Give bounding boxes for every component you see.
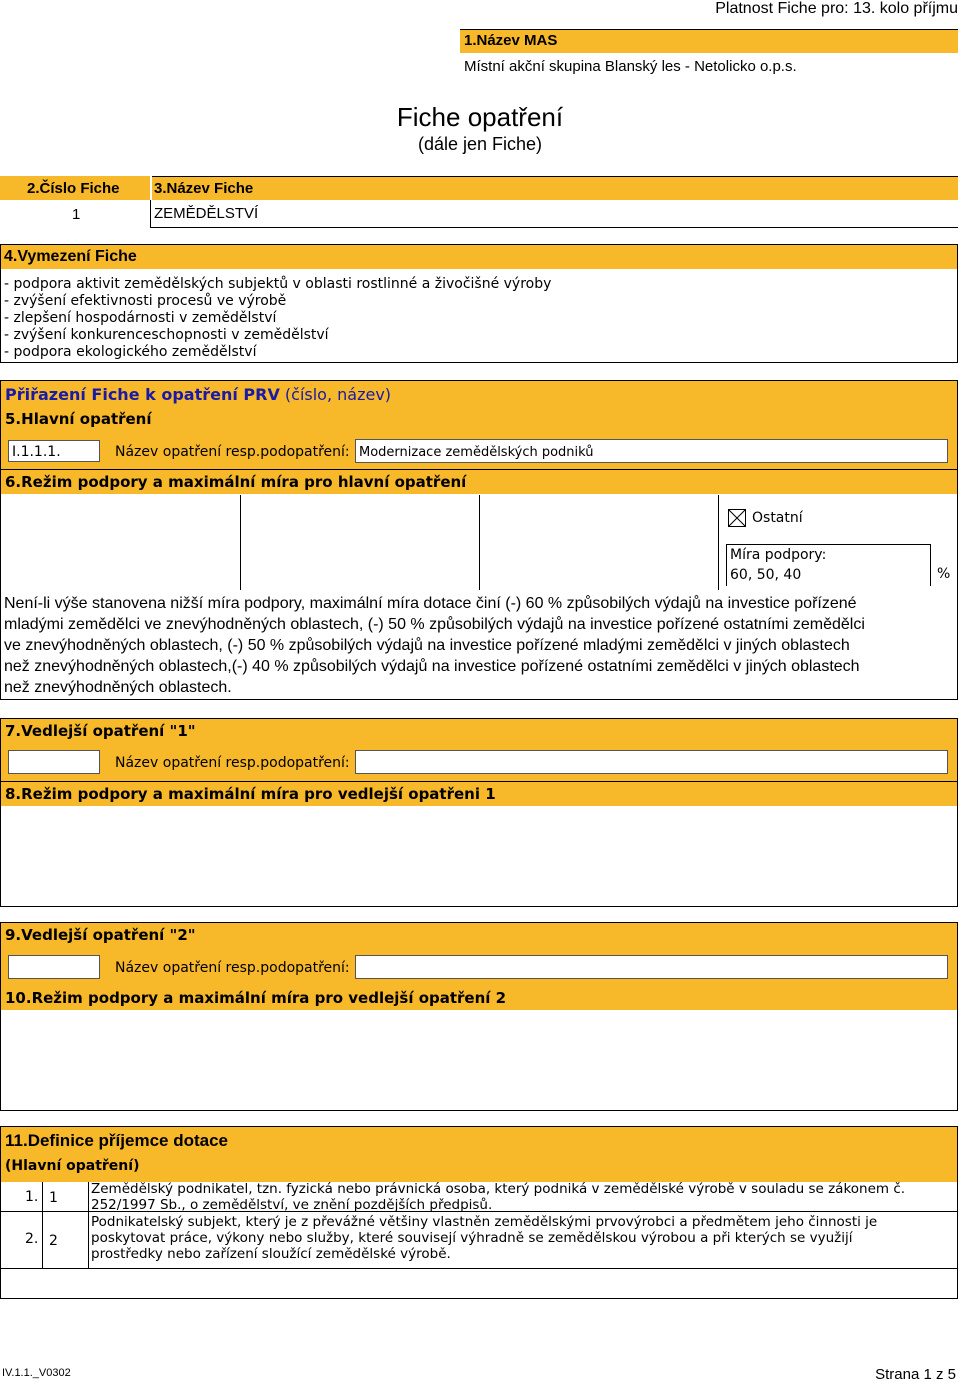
beneficiary-sublabel: (Hlavní opatření) (5, 1158, 140, 1174)
side2-code-field[interactable] (8, 955, 100, 979)
support-note-line: Není-li výše stanovena nižší míra podpory, maximální míra dotace činí (-) 60 % způsobilých výdajů na investice pořízené (4, 595, 857, 612)
row-number: 2 (49, 1233, 58, 1249)
side1-label: 7.Vedlejší opatření "1" (5, 722, 196, 740)
support-col-divider (479, 495, 480, 590)
row-text-line: poskytovat práce, výkony nebo služby, které souvisejí výhradně se zemědělskou výrobou a při kterých se využijí (91, 1230, 853, 1246)
rate-box (726, 544, 931, 586)
main-measure-name-field[interactable] (355, 439, 948, 463)
page-title: Fiche opatření (396, 102, 564, 132)
side2-label: 9.Vedlejší opatření "2" (5, 926, 196, 944)
row-index: 1. (25, 1189, 39, 1205)
mas-name: Místní akční skupina Blanský les - Netolicko o.p.s. (464, 58, 797, 75)
scope-line: - zlepšení hospodárnosti v zemědělství (4, 310, 277, 326)
assignment-title (5, 385, 391, 404)
side1-code-field[interactable] (8, 750, 100, 774)
assignment-title-rest: (číslo, název) (279, 385, 392, 404)
other-label: Ostatní (752, 510, 803, 526)
row-text-line: Podnikatelský subjekt, který je z převážné většiny vlastněn zemědělskými prvovýrobci a předmětem jeho činnosti je (91, 1214, 878, 1230)
table-row (0, 1182, 958, 1211)
fiche-number-value: 1 (72, 206, 81, 223)
scope-label: 4.Vymezení Fiche (4, 248, 137, 265)
row-text-line: prostředky nebo zařízení sloužící zemědělské výrobě. (91, 1246, 451, 1262)
rate-percent: % (937, 566, 951, 582)
row-text-line: 252/1997 Sb., o zemědělství, ve znění pozdějších předpisů. (91, 1197, 493, 1213)
support-note-line: než znevýhodněných oblastech. (4, 679, 232, 696)
footer-code: IV.1.1._V0302 (2, 1367, 71, 1379)
support-col-divider (718, 495, 719, 590)
row-index: 2. (25, 1231, 39, 1247)
side1-support-label: 8.Režim podpory a maximální míra pro vedlejší opatřeni 1 (5, 785, 496, 803)
fiche-name-value-cell (150, 200, 958, 228)
main-measure-label: 5.Hlavní opatření (5, 410, 152, 428)
rate-label: Míra podpory: (730, 547, 827, 563)
beneficiary-label-bar (1, 1127, 957, 1182)
beneficiary-label: 11.Definice příjemce dotace (5, 1131, 228, 1150)
main-measure-name: Modernizace zemědělských podniků (359, 445, 594, 460)
support-col-divider (240, 495, 241, 590)
check-cross-icon (729, 510, 745, 526)
support-label-bar (1, 470, 957, 494)
support-note-line: ve znevýhodněných oblastech, (-) 50 % způsobilých výdajů na investice pořízené mladými zemědělci v jiných oblastech (4, 637, 850, 654)
other-checkbox[interactable] (728, 509, 746, 527)
fiche-name-value: ZEMĚDĚLSTVÍ (154, 205, 259, 222)
side1-name-caption: Název opatření resp.podopatření: (115, 755, 350, 771)
mas-label: 1.Název MAS (464, 32, 558, 49)
fiche-name-label: 3.Název Fiche (154, 180, 254, 197)
rate-value: 60, 50, 40 (730, 567, 802, 583)
side1-support-label-bar (1, 782, 957, 806)
side2-name-caption: Název opatření resp.podopatření: (115, 960, 350, 976)
row-number: 1 (49, 1190, 58, 1206)
table-row (0, 1212, 958, 1269)
fiche-number-label-cell (0, 176, 150, 200)
row-text-line: Zemědělský podnikatel, tzn. fyzická nebo právnická osoba, který podniká v zemědělské výrobě v souladu se zákonem č. (91, 1181, 906, 1197)
page-number: Strana 1 z 5 (875, 1366, 956, 1383)
support-note-line: mladými zemědělci ve znevýhodněných oblastech, (-) 50 % způsobilých výdajů na investice pořízené ostatními zemědělci (4, 616, 865, 633)
validity-note: Platnost Fiche pro: 13. kolo příjmu (715, 0, 958, 17)
side2-name-field[interactable] (355, 955, 948, 979)
scope-line: - podpora ekologického zemědělství (4, 344, 257, 360)
assignment-title-bold: Přiřazení Fiche k opatření PRV (5, 385, 280, 404)
page-subtitle: (dále jen Fiche) (417, 134, 543, 154)
scope-line: - podpora aktivit zemědělských subjektů v oblasti rostlinné a živočišné výroby (4, 276, 552, 292)
scope-line: - zvýšení konkurenceschopnosti v zemědělství (4, 327, 329, 343)
support-note-line: než znevýhodněných oblastech,(-) 40 % způsobilých výdajů na investice pořízené ostatními zemědělci v jiných oblastech (4, 658, 860, 675)
support-label: 6.Režim podpory a maximální míra pro hlavní opatření (5, 473, 467, 491)
main-measure-name-caption: Název opatření resp.podopatření: (115, 444, 350, 460)
side2-support-label: 10.Režim podpory a maximální míra pro vedlejší opatření 2 (5, 989, 507, 1007)
scope-line: - zvýšení efektivnosti procesů ve výrobě (4, 293, 287, 309)
fiche-name-label-cell (152, 176, 958, 200)
side1-name-field[interactable] (355, 750, 948, 774)
side2-support-label-bar (1, 986, 957, 1010)
main-measure-code-box (8, 440, 100, 462)
main-measure-code: I.1.1.1. (12, 444, 61, 460)
mas-label-bar (460, 29, 958, 53)
scope-label-bar (1, 245, 957, 269)
fiche-number-label: 2.Číslo Fiche (27, 180, 120, 197)
